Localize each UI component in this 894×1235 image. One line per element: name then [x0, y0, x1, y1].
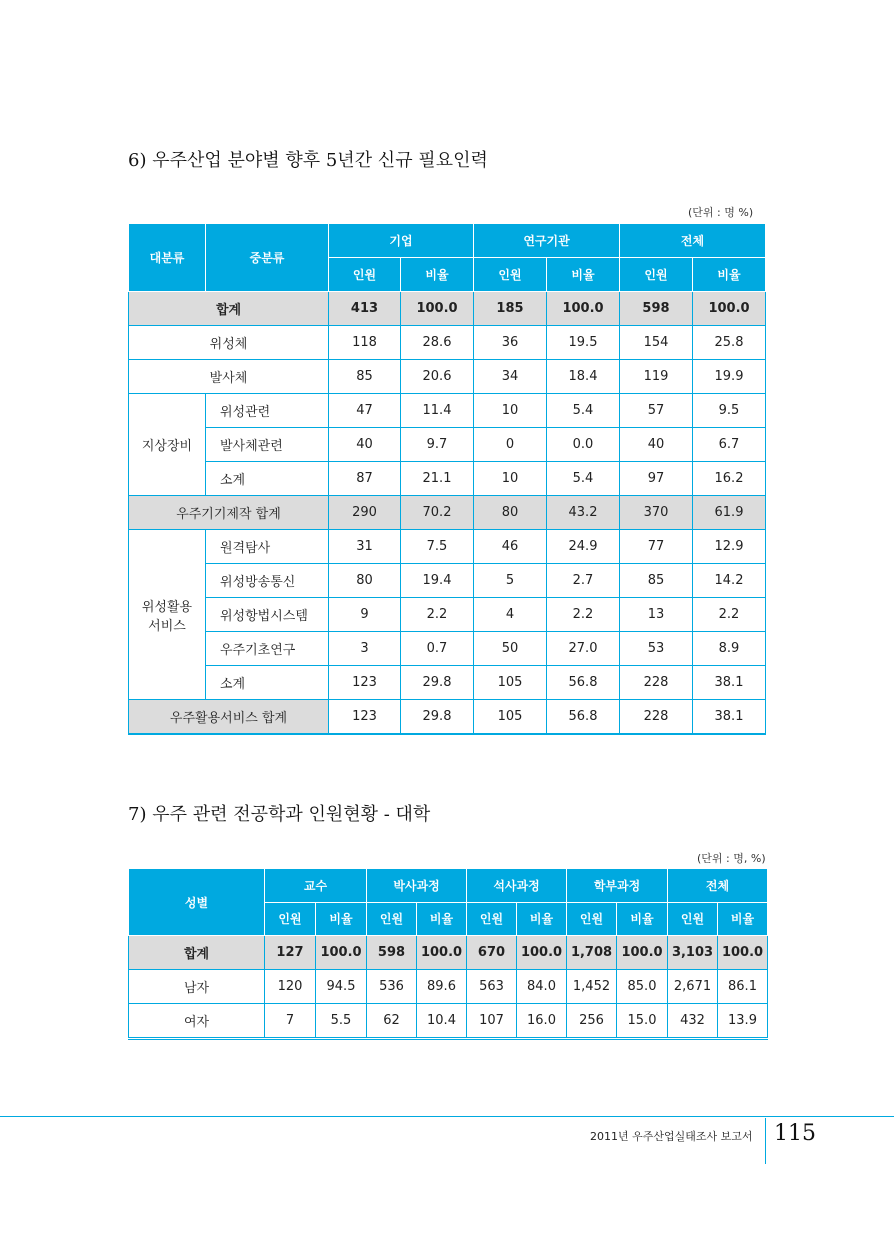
header-masters: 석사과정: [467, 869, 567, 903]
section7-unit: (단위 : 명, %): [697, 852, 766, 865]
row-label: 위성체: [129, 326, 329, 360]
group-label-line: 위성활용: [141, 599, 193, 615]
cell: 432: [668, 1004, 718, 1039]
cell: 16.2: [693, 462, 766, 496]
cell: 19.5: [547, 326, 620, 360]
cell: 43.2: [547, 496, 620, 530]
cell: 27.0: [547, 632, 620, 666]
cell: 100.0: [316, 936, 367, 970]
header-ratio: 비율: [547, 258, 620, 292]
cell: 5: [474, 564, 547, 598]
cell: 228: [620, 700, 693, 735]
cell: 31: [329, 530, 401, 564]
cell: 154: [620, 326, 693, 360]
university-staff-table: [128, 868, 768, 1040]
header-major: 대분류: [129, 224, 206, 292]
cell: 85: [329, 360, 401, 394]
table-row: [129, 496, 766, 530]
cell: 7.5: [401, 530, 474, 564]
header-count: 인원: [367, 902, 417, 936]
cell: 1,452: [567, 970, 617, 1004]
cell: 1,708: [567, 936, 617, 970]
table-row: [129, 1004, 768, 1039]
header-minor: 중분류: [206, 224, 329, 292]
cell: 2.7: [547, 564, 620, 598]
footer-divider: [0, 1116, 894, 1117]
cell: 6.7: [693, 428, 766, 462]
cell: 370: [620, 496, 693, 530]
cell: 50: [474, 632, 547, 666]
cell: 3,103: [668, 936, 718, 970]
cell: 25.8: [693, 326, 766, 360]
row-label: 우주기기제작 합계: [129, 496, 329, 530]
cell: 123: [329, 700, 401, 735]
workforce-demand-table: [128, 223, 766, 735]
header-phd: 박사과정: [367, 869, 467, 903]
header-institute: 연구기관: [474, 224, 620, 258]
table-row: [129, 530, 766, 564]
cell: 9: [329, 598, 401, 632]
cell: 105: [474, 666, 547, 700]
cell: 70.2: [401, 496, 474, 530]
header-company: 기업: [329, 224, 474, 258]
cell: 53: [620, 632, 693, 666]
cell: 0.7: [401, 632, 474, 666]
cell: 598: [367, 936, 417, 970]
cell: 13.9: [718, 1004, 768, 1039]
header-ratio: 비율: [617, 902, 668, 936]
page-number: 115: [774, 1121, 816, 1146]
row-label: 우주기초연구: [206, 632, 329, 666]
row-label: 소계: [206, 462, 329, 496]
cell: 36: [474, 326, 547, 360]
cell: 105: [474, 700, 547, 735]
cell: 62: [367, 1004, 417, 1039]
header-undergrad: 학부과정: [567, 869, 668, 903]
cell: 29.8: [401, 700, 474, 735]
group-label-service: [129, 530, 206, 700]
cell: 127: [265, 936, 316, 970]
header-count: 인원: [474, 258, 547, 292]
cell: 100.0: [718, 936, 768, 970]
group-label-ground: 지상장비: [129, 394, 206, 496]
group-label-line: 서비스: [148, 618, 186, 634]
header-count: 인원: [567, 902, 617, 936]
cell: 38.1: [693, 666, 766, 700]
cell: 670: [467, 936, 517, 970]
row-label: 여자: [129, 1004, 265, 1039]
header-ratio: 비율: [417, 902, 467, 936]
cell: 4: [474, 598, 547, 632]
header-ratio: 비율: [693, 258, 766, 292]
cell: 85.0: [617, 970, 668, 1004]
row-label: 원격탐사: [206, 530, 329, 564]
row-label: 위성관련: [206, 394, 329, 428]
table-row: [129, 360, 766, 394]
header-total: 전체: [620, 224, 766, 258]
table-row: [129, 632, 766, 666]
cell: 47: [329, 394, 401, 428]
row-label: 위성방송통신: [206, 564, 329, 598]
cell: 100.0: [517, 936, 567, 970]
cell: 12.9: [693, 530, 766, 564]
cell: 97: [620, 462, 693, 496]
row-label: 소계: [206, 666, 329, 700]
cell: 5.4: [547, 394, 620, 428]
cell: 107: [467, 1004, 517, 1039]
cell: 10: [474, 394, 547, 428]
cell: 18.4: [547, 360, 620, 394]
cell: 86.1: [718, 970, 768, 1004]
header-count: 인원: [668, 902, 718, 936]
cell: 20.6: [401, 360, 474, 394]
cell: 598: [620, 292, 693, 326]
cell: 7: [265, 1004, 316, 1039]
header-count: 인원: [467, 902, 517, 936]
cell: 2.2: [401, 598, 474, 632]
table-row: [129, 700, 766, 735]
cell: 19.9: [693, 360, 766, 394]
cell: 3: [329, 632, 401, 666]
row-label: 위성항법시스템: [206, 598, 329, 632]
header-ratio: 비율: [517, 902, 567, 936]
header-total: 전체: [668, 869, 768, 903]
cell: 119: [620, 360, 693, 394]
row-label: 합계: [129, 936, 265, 970]
cell: 9.5: [693, 394, 766, 428]
table-row: [129, 428, 766, 462]
cell: 2,671: [668, 970, 718, 1004]
table-row: [129, 326, 766, 360]
header-count: 인원: [265, 902, 316, 936]
cell: 87: [329, 462, 401, 496]
footer-separator: [765, 1118, 766, 1164]
cell: 9.7: [401, 428, 474, 462]
row-label: 발사체관련: [206, 428, 329, 462]
cell: 536: [367, 970, 417, 1004]
cell: 29.8: [401, 666, 474, 700]
row-label: 합계: [129, 292, 329, 326]
cell: 100.0: [617, 936, 668, 970]
cell: 14.2: [693, 564, 766, 598]
row-label: 우주활용서비스 합계: [129, 700, 329, 735]
cell: 84.0: [517, 970, 567, 1004]
row-label: 발사체: [129, 360, 329, 394]
cell: 11.4: [401, 394, 474, 428]
cell: 256: [567, 1004, 617, 1039]
header-professor: 교수: [265, 869, 367, 903]
header-gender: 성별: [129, 869, 265, 936]
cell: 8.9: [693, 632, 766, 666]
cell: 61.9: [693, 496, 766, 530]
cell: 34: [474, 360, 547, 394]
cell: 24.9: [547, 530, 620, 564]
cell: 21.1: [401, 462, 474, 496]
cell: 56.8: [547, 666, 620, 700]
cell: 46: [474, 530, 547, 564]
cell: 185: [474, 292, 547, 326]
cell: 0: [474, 428, 547, 462]
cell: 80: [474, 496, 547, 530]
cell: 2.2: [547, 598, 620, 632]
table-row: [129, 970, 768, 1004]
cell: 15.0: [617, 1004, 668, 1039]
cell: 77: [620, 530, 693, 564]
cell: 5.5: [316, 1004, 367, 1039]
cell: 100.0: [417, 936, 467, 970]
header-count: 인원: [620, 258, 693, 292]
cell: 85: [620, 564, 693, 598]
cell: 100.0: [547, 292, 620, 326]
header-ratio: 비율: [401, 258, 474, 292]
table-row: [129, 936, 768, 970]
cell: 5.4: [547, 462, 620, 496]
cell: 19.4: [401, 564, 474, 598]
cell: 94.5: [316, 970, 367, 1004]
cell: 10: [474, 462, 547, 496]
header-ratio: 비율: [718, 902, 768, 936]
header-count: 인원: [329, 258, 401, 292]
cell: 0.0: [547, 428, 620, 462]
cell: 290: [329, 496, 401, 530]
cell: 228: [620, 666, 693, 700]
cell: 2.2: [693, 598, 766, 632]
table-row: [129, 564, 766, 598]
cell: 40: [620, 428, 693, 462]
cell: 100.0: [401, 292, 474, 326]
cell: 57: [620, 394, 693, 428]
table-row: [129, 598, 766, 632]
cell: 16.0: [517, 1004, 567, 1039]
cell: 118: [329, 326, 401, 360]
cell: 100.0: [693, 292, 766, 326]
cell: 38.1: [693, 700, 766, 735]
table-row: [129, 462, 766, 496]
cell: 563: [467, 970, 517, 1004]
header-ratio: 비율: [316, 902, 367, 936]
cell: 10.4: [417, 1004, 467, 1039]
section7-title: 7) 우주 관련 전공학과 인원현황 - 대학: [128, 804, 431, 825]
footer-report-title: 2011년 우주산업실태조사 보고서: [590, 1130, 753, 1143]
cell: 56.8: [547, 700, 620, 735]
cell: 413: [329, 292, 401, 326]
section6-title: 6) 우주산업 분야별 향후 5년간 신규 필요인력: [128, 150, 488, 171]
cell: 80: [329, 564, 401, 598]
cell: 123: [329, 666, 401, 700]
table-row: [129, 666, 766, 700]
table-row: [129, 292, 766, 326]
table-row: [129, 394, 766, 428]
section6-unit: (단위 : 명 %): [688, 206, 754, 219]
cell: 120: [265, 970, 316, 1004]
cell: 13: [620, 598, 693, 632]
row-label: 남자: [129, 970, 265, 1004]
cell: 89.6: [417, 970, 467, 1004]
cell: 40: [329, 428, 401, 462]
cell: 28.6: [401, 326, 474, 360]
